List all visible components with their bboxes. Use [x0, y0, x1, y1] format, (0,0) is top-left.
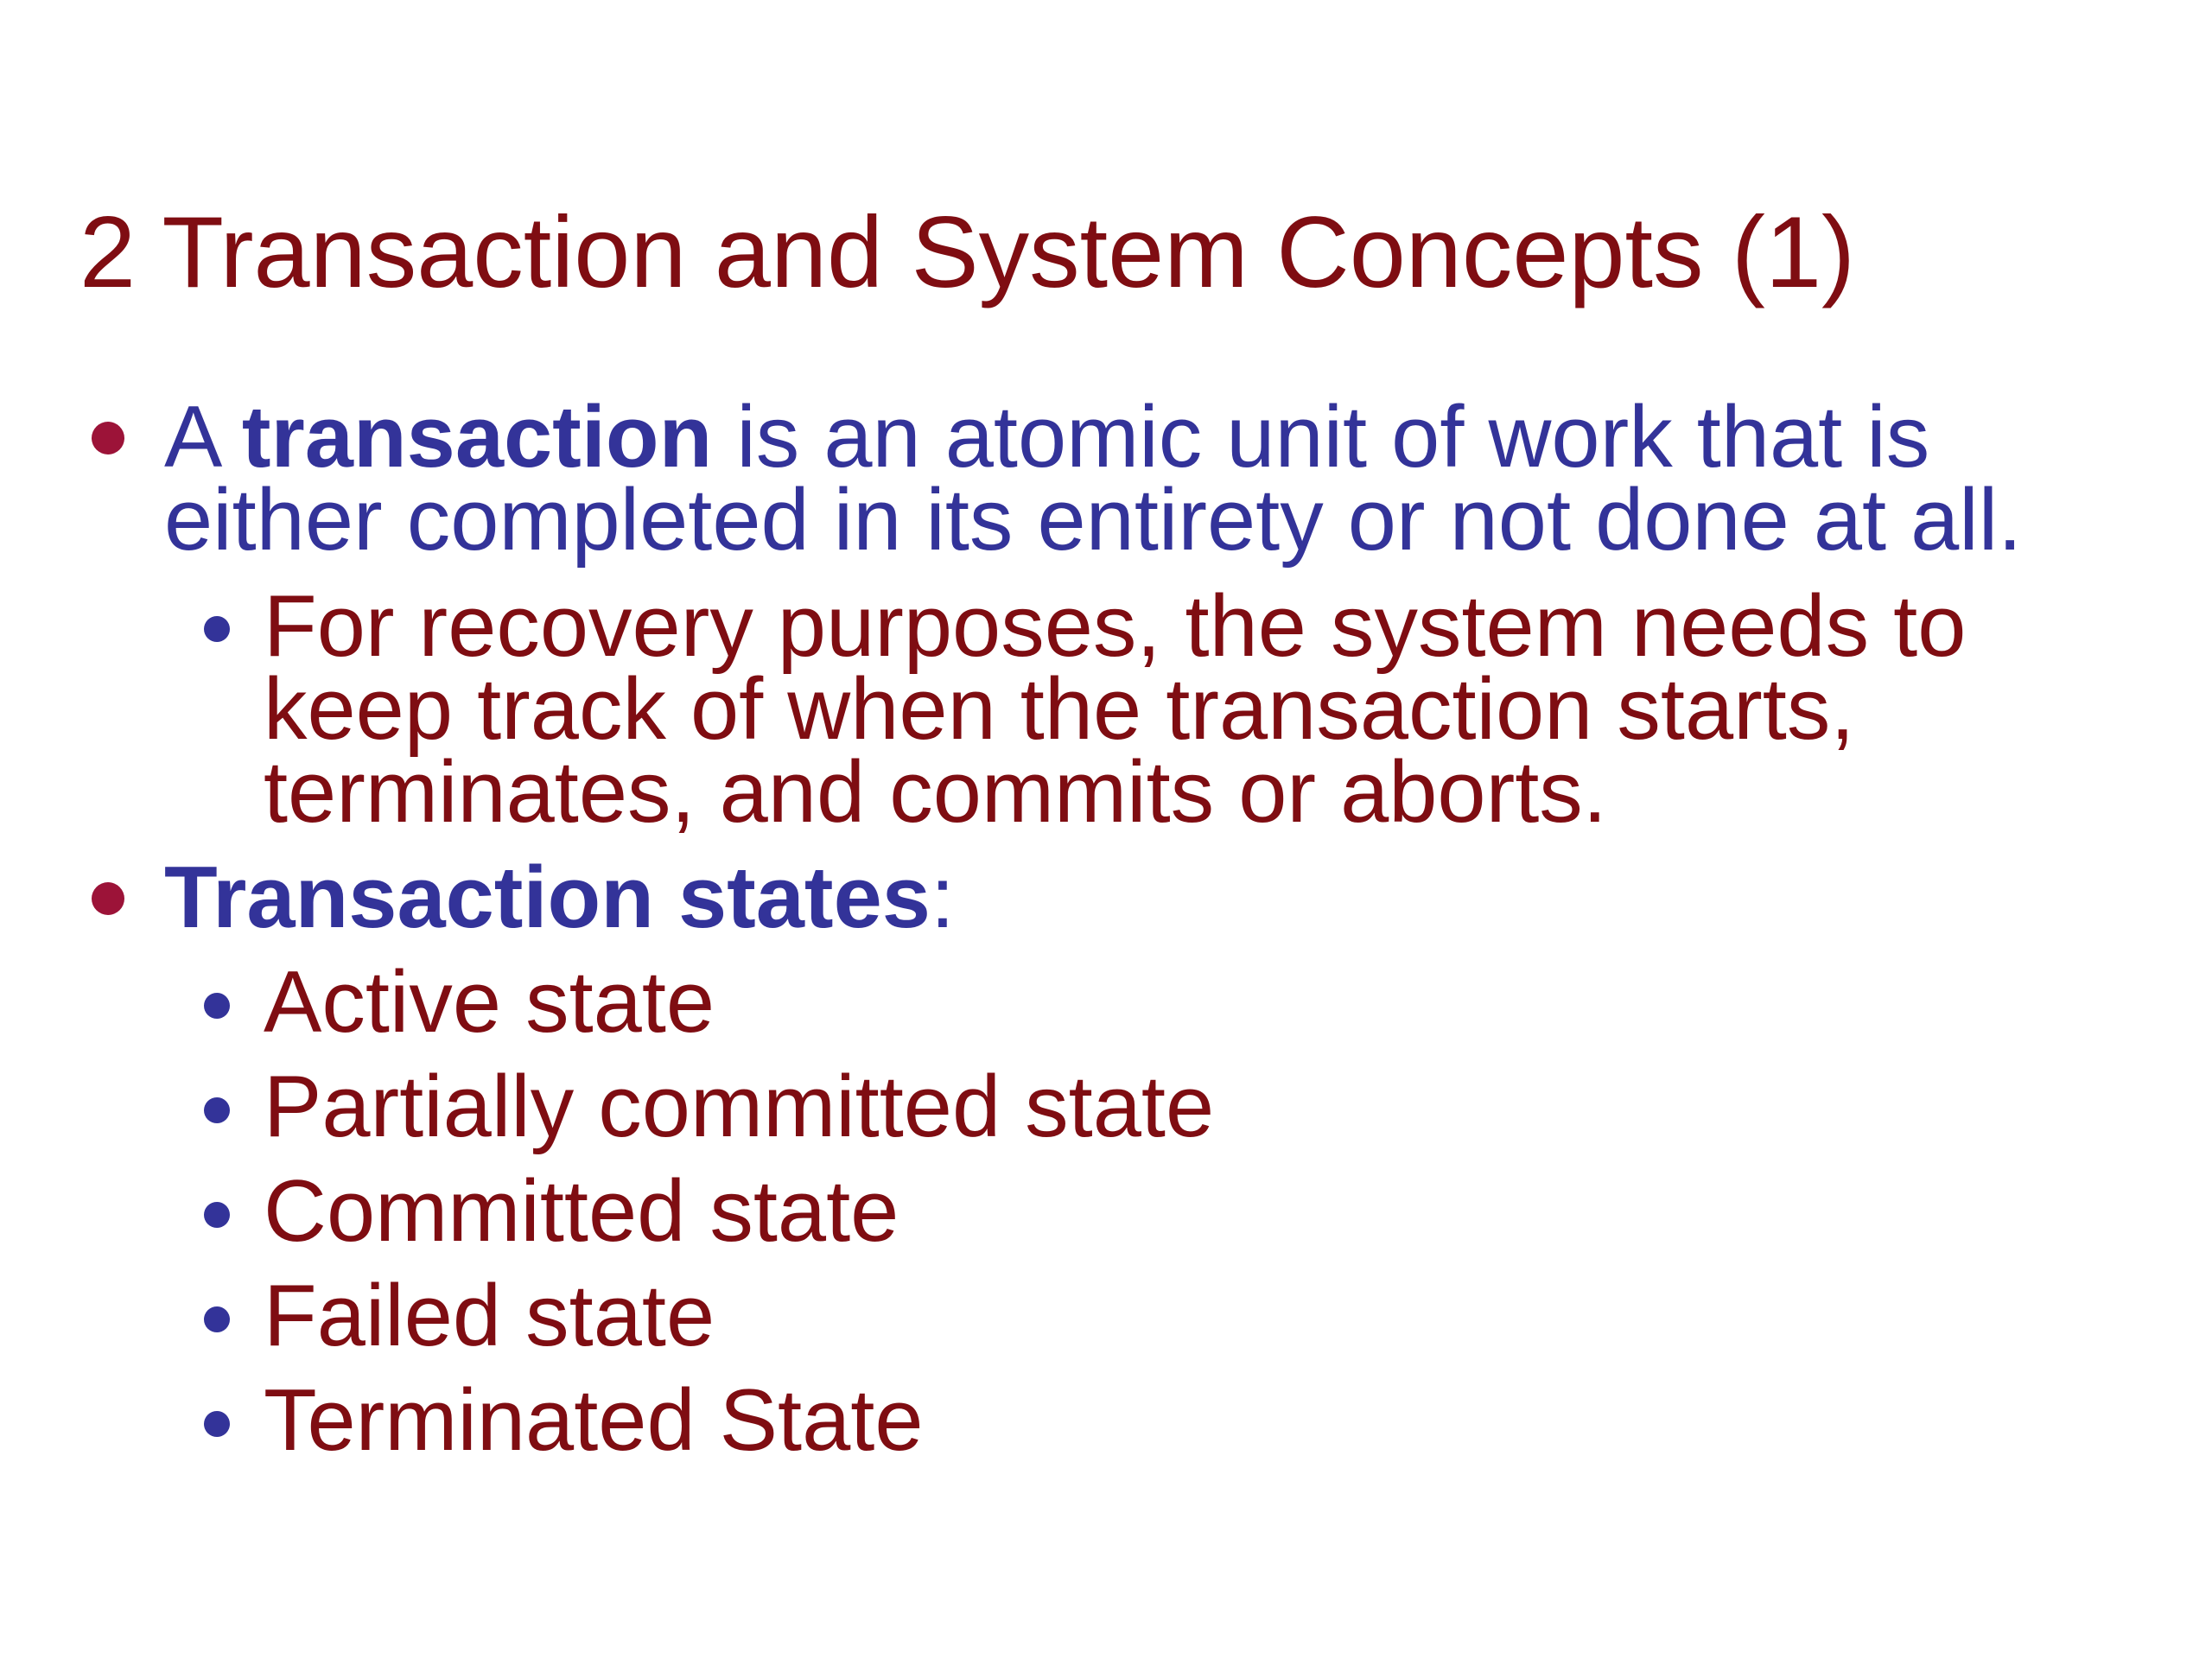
state-dot-terminated: [204, 1411, 230, 1437]
state-partially-committed: Partially committed state: [264, 1058, 1215, 1155]
bullet-prefix: A: [164, 389, 242, 486]
sub-bullet-dot-recovery: [204, 616, 230, 642]
sub-bullet-recovery-line2: keep track of when the transaction starts,: [264, 661, 1855, 758]
state-dot-committed: [204, 1202, 230, 1228]
slide-title: 2 Transaction and System Concepts (1): [79, 195, 1855, 308]
bullet-transaction-line1: [164, 389, 1930, 486]
state-dot-failed: [204, 1306, 230, 1332]
state-dot-active: [204, 993, 230, 1019]
sub-bullet-recovery-line1: For recovery purposes, the system needs to: [264, 578, 1967, 675]
bullet-dot-1: [92, 422, 124, 454]
bullet-term-states: Transaction states: [164, 849, 931, 946]
bullet-transaction-line2: either completed in its entirety or not done at all.: [164, 472, 2023, 569]
bullet-transaction-states: [164, 849, 955, 946]
state-committed: Committed state: [264, 1163, 899, 1260]
bullet-colon: :: [930, 849, 955, 946]
state-active: Active state: [264, 954, 715, 1051]
state-dot-partially-committed: [204, 1097, 230, 1123]
sub-bullet-recovery-line3: terminates, and commits or aborts.: [264, 744, 1607, 841]
bullet-line1-rest: is an atomic unit of work that is: [712, 389, 1930, 486]
bullet-term-transaction: transaction: [241, 389, 713, 486]
bullet-dot-2: [92, 882, 124, 915]
state-failed: Failed state: [264, 1268, 715, 1364]
state-terminated: Terminated State: [264, 1372, 924, 1469]
